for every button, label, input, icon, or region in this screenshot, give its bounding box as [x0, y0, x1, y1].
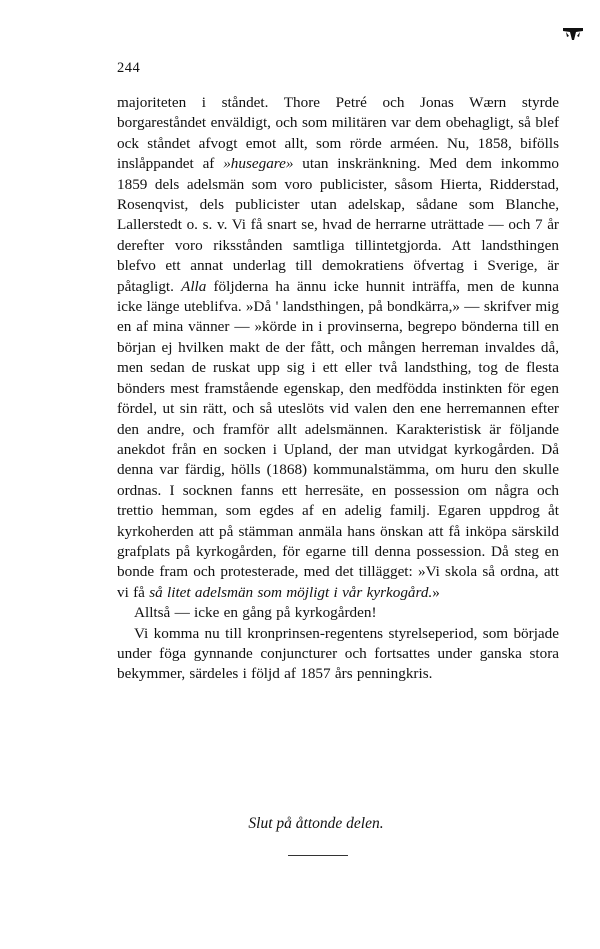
page-number: 244 [117, 60, 141, 76]
body-text [117, 93, 559, 685]
text-run: » [432, 583, 440, 601]
text-run: följderna ha ännu icke hunnit inträffa, men de kunna icke länge uteblifva. »Då ' landsthingen, på bondkärra,» — skrifver mig en af mina vänner — »körde in i provinserna, begrepo bönderna till en början ej hvilken makt de der fått, och mången herreman invaldes då, men sedan de ruskat upp sig i ett eller två landsthing, tog de flesta bönders mest framstående egenskap, den medfödda instinkten för egen fördel, ut sin rätt, och så uteslöts vid valen den ene herremannen efter den andre, och framför allt adelsmännen. Karakteristisk är följande anekdot från en socken i Upland, der man utvidgat kyrkogården. Då denna var färdig, hölls (1868) kommunalstämma, om huru den skulle ordnas. I socknen fanns ett herresäte, en possession om några och trettio hemman, som egdes af en adelig familj. Egaren uppdrog åt kyrkoherden att på stämman anmäla hans önskan att få inköpa särskild grafplats på kyrkogården, för egarne till denna possession. Då steg en bonde fram och protesterade, med det tillägget: »Vi skola så ordna, att vi få [117, 277, 559, 601]
text-run: majoriteten i ståndet. Thore Petré och Jonas Wærn styrde borgareståndet enväldigt, och som militären var dem obehagligt, så blef ock ståndet afvogt emot allt, som rörde arméen. Nu, 1858, bifölls inslåppandet af [117, 94, 559, 173]
paragraph [117, 93, 559, 603]
italic-run: så litet adelsmän som möjligt i vår kyrkogård. [149, 583, 433, 601]
text-run: Alltså — icke en gång på kyrkogården! [134, 604, 377, 622]
paragraph [117, 624, 559, 685]
part-ending-note: Slut på åttonde delen. [248, 815, 384, 832]
paragraph [117, 603, 559, 623]
text-run: Vi komma nu till kronprinsen-regentens styrelseperiod, som började under föga gynnande conjuncturer och fortsattes under ganska stora bekymmer, särdeles i följd af 1857 års penningkris. [117, 624, 559, 683]
printer-ornament-icon [562, 26, 584, 42]
closing-rule [288, 855, 348, 856]
italic-run: »husegare» [223, 155, 294, 173]
text-run: utan inskränkning. Med dem inkommo 1859 dels adelsmän som voro publicister, såsom Hierta, Ridderstad, Rosenqvist, dels publicister utan adelskap, sådane som Blanche, Lallerstedt o. s. v. Vi få snart se, hvad de herrarne uträttade — och 7 år derefter voro riksstånden samtliga tillintetgjorda. Att landsthingen blefvo ett annat underlag till demokratiens öfvertag i Sverige, är påtagligt. [117, 155, 559, 295]
italic-run: Alla [181, 277, 207, 295]
